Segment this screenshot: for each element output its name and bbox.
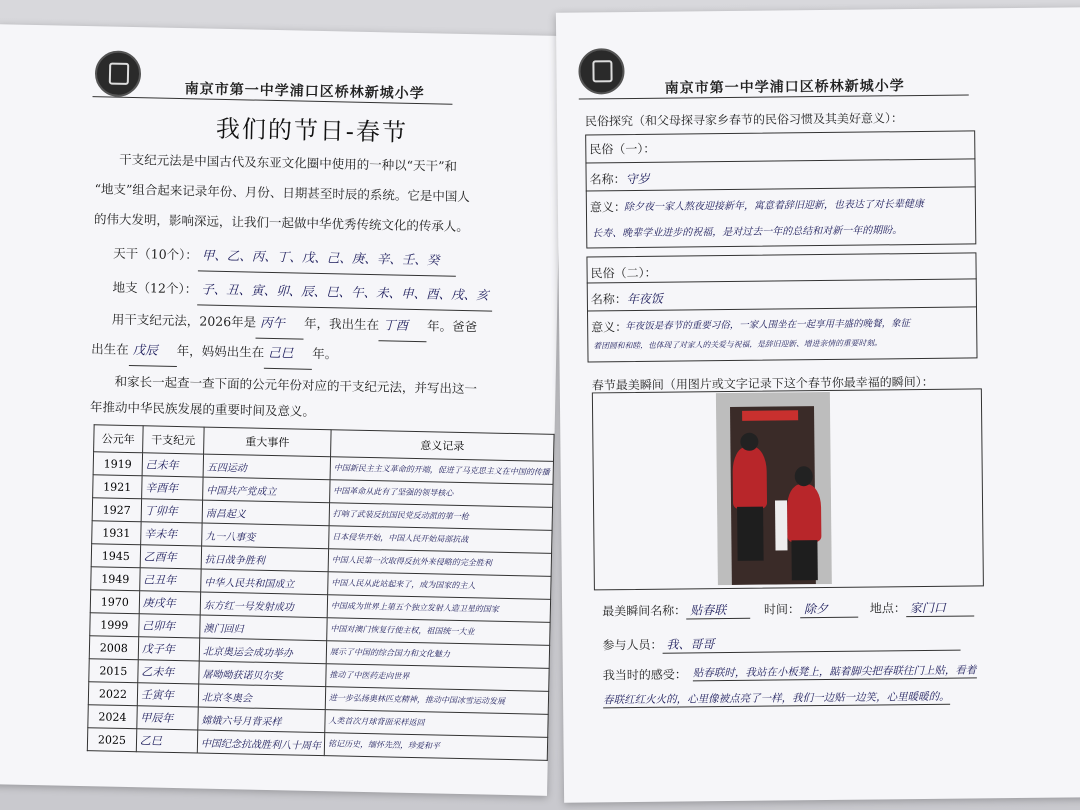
year-cell: 1999	[90, 613, 139, 637]
people-label: 参与人员：	[602, 637, 663, 653]
col-header-ganzhi: 干支纪元	[142, 426, 204, 454]
feeling-line-2: 春联红红火火的，心里像被点亮了一样，我们一边贴一边笑，心里暖暖的。	[603, 690, 950, 707]
ganzhi-cell: 甲辰年	[137, 706, 199, 730]
meaning-cell: 打响了武装反抗国民党反动派的第一枪	[329, 503, 552, 531]
event-cell: 中国共产党成立	[203, 477, 330, 503]
tiangan-answer: 甲、乙、丙、丁、戊、己、庚、辛、壬、癸	[198, 240, 457, 276]
year-cell: 1921	[93, 475, 142, 499]
col-header-meaning: 意义记录	[331, 430, 555, 462]
moment-title: 春节最美瞬间（用图片或文字记录下这个春节你最幸福的瞬间）：	[591, 374, 934, 393]
year-cell: 2025	[87, 728, 136, 752]
ganzhi-cell: 己丑年	[139, 568, 201, 592]
ganzhi-cell: 庚戌年	[139, 591, 201, 615]
page-title: 我们的节日-春节	[215, 114, 409, 147]
custom-2-name-row	[591, 290, 663, 308]
ganzhi-cell: 己未年	[142, 453, 204, 477]
ganzhi-cell: 己卯年	[139, 614, 201, 638]
meaning-cell: 进一步弘扬奥林匹克精神，推动中国冰雪运动发展	[325, 687, 548, 715]
ganzhi-cell: 乙未年	[138, 660, 200, 684]
event-cell: 北京奥运会成功举办	[199, 638, 326, 664]
meaning-cell: 推动了中医药走向世界	[326, 664, 549, 692]
time-label: 时间：	[763, 602, 801, 617]
meaning-cell: 中国成为世界上第五个独立发射人造卫星的国家	[327, 595, 550, 623]
person-right	[787, 484, 822, 542]
intro-line-1: 干支纪元法是中国古代及东亚文化圈中使用的一种以“天干”和	[119, 151, 458, 174]
meaning-cell: 铭记历史，缅怀先烈，珍爱和平	[324, 733, 547, 761]
mom-birth-answer: 己巳	[264, 338, 313, 370]
person-right-head	[795, 466, 813, 486]
dad-text-c: 年。	[312, 345, 338, 362]
person-right-legs	[791, 540, 817, 580]
year-question-text-b: 年，我出生在	[303, 315, 380, 333]
person-left-head	[740, 433, 758, 451]
custom-1-meaning-line-2: 长寿、晚辈学业进步的祝福，是对过去一年的总结和对新一年的期盼。	[592, 225, 903, 240]
my-birth-answer: 丁酉	[379, 310, 428, 342]
intro-paragraph	[94, 144, 526, 243]
time-answer: 除夕	[800, 600, 858, 619]
moment-name-label: 最美瞬间名称：	[602, 603, 687, 619]
year-cell: 2008	[89, 636, 138, 660]
couplet-scroll	[775, 500, 788, 550]
school-name-left: 南京市第一中学浦口区桥林新城小学	[184, 81, 425, 103]
parents-row	[91, 334, 338, 370]
custom-2-label: 民俗（二）：	[590, 265, 657, 281]
year-cell: 2015	[89, 659, 138, 683]
year-cell: 1945	[91, 544, 140, 568]
ganzhi-events-table	[87, 424, 555, 761]
event-cell: 屠呦呦获诺贝尔奖	[199, 661, 326, 687]
ganzhi-cell: 辛未年	[140, 522, 202, 546]
person-left-legs	[737, 507, 764, 561]
meaning-cell: 日本侵华开始，中国人民开始局部抗战	[329, 526, 552, 554]
explore-title: 民俗探究（和父母探寻家乡春节的民俗习惯及其美好意义）：	[584, 111, 904, 129]
col-header-event: 重大事件	[204, 427, 332, 457]
event-cell: 北京冬奥会	[198, 684, 325, 710]
dad-text-b: 年，妈妈出生在	[176, 342, 265, 360]
tiangan-row	[113, 239, 456, 277]
meaning-cell: 中国对澳门恢复行使主权，祖国统一大业	[327, 618, 550, 646]
people-row	[602, 633, 960, 655]
moment-name-answer: 贴春联	[686, 601, 750, 620]
custom-1-name-row	[590, 170, 650, 188]
year-question-text-a: 用干支纪元法，2026年是	[111, 311, 257, 330]
custom-1-meaning-line-1: 除夕夜一家人熬夜迎接新年，寓意着辞旧迎新，也表达了对长辈健康	[623, 198, 924, 214]
year-cell: 1970	[90, 590, 139, 614]
ganzhi-cell: 壬寅年	[137, 683, 199, 707]
place-answer: 家门口	[906, 598, 974, 617]
left-worksheet-page	[0, 24, 563, 796]
event-cell: 中国纪念抗战胜利八十周年	[197, 730, 324, 756]
event-cell: 澳门回归	[200, 615, 327, 641]
person-left	[732, 447, 767, 509]
event-cell: 嫦娥六号月背采样	[198, 707, 325, 733]
ganzhi-cell: 丁卯年	[141, 499, 203, 523]
custom-1-meaning-label: 意义：	[589, 200, 627, 215]
dizhi-answer: 子、丑、寅、卯、辰、巳、午、未、申、酉、戌、亥	[197, 274, 493, 311]
event-cell: 九一八事变	[202, 523, 329, 549]
task-paragraph	[90, 366, 521, 431]
dad-text-a: 出生在	[91, 341, 129, 357]
event-cell: 五四运动	[203, 454, 330, 480]
year-cell: 1931	[92, 521, 141, 545]
people-answer: 我、哥哥	[662, 633, 960, 654]
custom-1-name-label: 名称：	[589, 172, 626, 187]
custom-1-label: 民俗（一）：	[589, 141, 656, 157]
couplet-banner	[742, 410, 798, 421]
school-logo-icon	[578, 48, 624, 94]
intro-line-2: “地支”组合起来记录年份、月份、日期甚至时辰的系统。它是中国人	[94, 181, 470, 205]
meaning-cell: 展示了中国的综合国力和文化魅力	[326, 641, 549, 669]
table-body	[87, 452, 553, 761]
custom-2-meaning-line-2: 着团圆和和睦，也体现了对家人的关爱与祝福，是辞旧迎新、增进亲情的重要时刻。	[593, 338, 882, 351]
year-cell: 1919	[93, 452, 142, 476]
custom-1-name-answer: 守岁	[625, 171, 650, 187]
col-header-year: 公元年	[94, 425, 143, 453]
year-question-text-c: 年。爸爸	[426, 318, 478, 335]
custom-2-meaning-label: 意义：	[591, 320, 628, 335]
feeling-label: 我当时的感受：	[602, 667, 687, 683]
feeling-line-1: 贴春联时，我站在小板凳上，踮着脚尖把春联往门上贴，看着	[692, 664, 977, 680]
event-cell: 中华人民共和国成立	[201, 569, 328, 595]
dad-birth-answer: 戊辰	[128, 335, 177, 367]
year-2026-answer: 丙午	[256, 308, 305, 340]
school-logo-icon	[95, 50, 142, 97]
place-label: 地点：	[869, 601, 906, 616]
ganzhi-cell: 戊子年	[138, 637, 200, 661]
custom-2-name-answer: 年夜饭	[626, 291, 663, 307]
intro-line-3: 的伟大发明，影响深远，让我们一起做中华优秀传统文化的传承人。	[93, 211, 470, 235]
moment-info-row	[602, 598, 974, 620]
tiangan-label: 天干（10个）：	[113, 245, 199, 263]
ganzhi-cell: 乙酉年	[140, 545, 202, 569]
moment-photo	[716, 392, 832, 585]
dizhi-label: 地支（12个）：	[112, 279, 198, 297]
meaning-cell: 中国人民第一次取得反抗外来侵略的完全胜利	[328, 549, 551, 577]
right-worksheet-page	[556, 7, 1080, 803]
custom-2-meaning-line-1: 年夜饭是春节的重要习俗，一家人围坐在一起享用丰盛的晚餐，象征	[625, 318, 911, 333]
year-cell: 1949	[91, 567, 140, 591]
year-cell: 2022	[88, 682, 137, 706]
meaning-cell: 中国人民从此站起来了，成为国家的主人	[328, 572, 551, 600]
custom-2-name-label: 名称：	[590, 292, 627, 307]
task-line-1: 和家长一起查一查下面的公元年份对应的干支纪元法，并写出这一	[114, 373, 478, 397]
meaning-cell: 中国革命从此有了坚强的领导核心	[330, 480, 553, 508]
school-name-right: 南京市第一中学浦口区桥林新城小学	[664, 78, 905, 97]
event-cell: 南昌起义	[202, 500, 329, 526]
event-cell: 抗日战争胜利	[201, 546, 328, 572]
task-line-2: 年推动中华民族发展的重要时间及意义。	[89, 399, 316, 419]
meaning-cell: 中国新民主主义革命的开端，促进了马克思主义在中国的传播	[330, 457, 553, 485]
year-cell: 1927	[92, 498, 141, 522]
event-cell: 东方红一号发射成功	[200, 592, 327, 618]
ganzhi-cell: 辛酉年	[141, 476, 203, 500]
meaning-cell: 人类首次月球背面采样返回	[325, 710, 548, 738]
ganzhi-cell: 乙巳	[136, 729, 198, 753]
year-cell: 2024	[88, 705, 137, 729]
